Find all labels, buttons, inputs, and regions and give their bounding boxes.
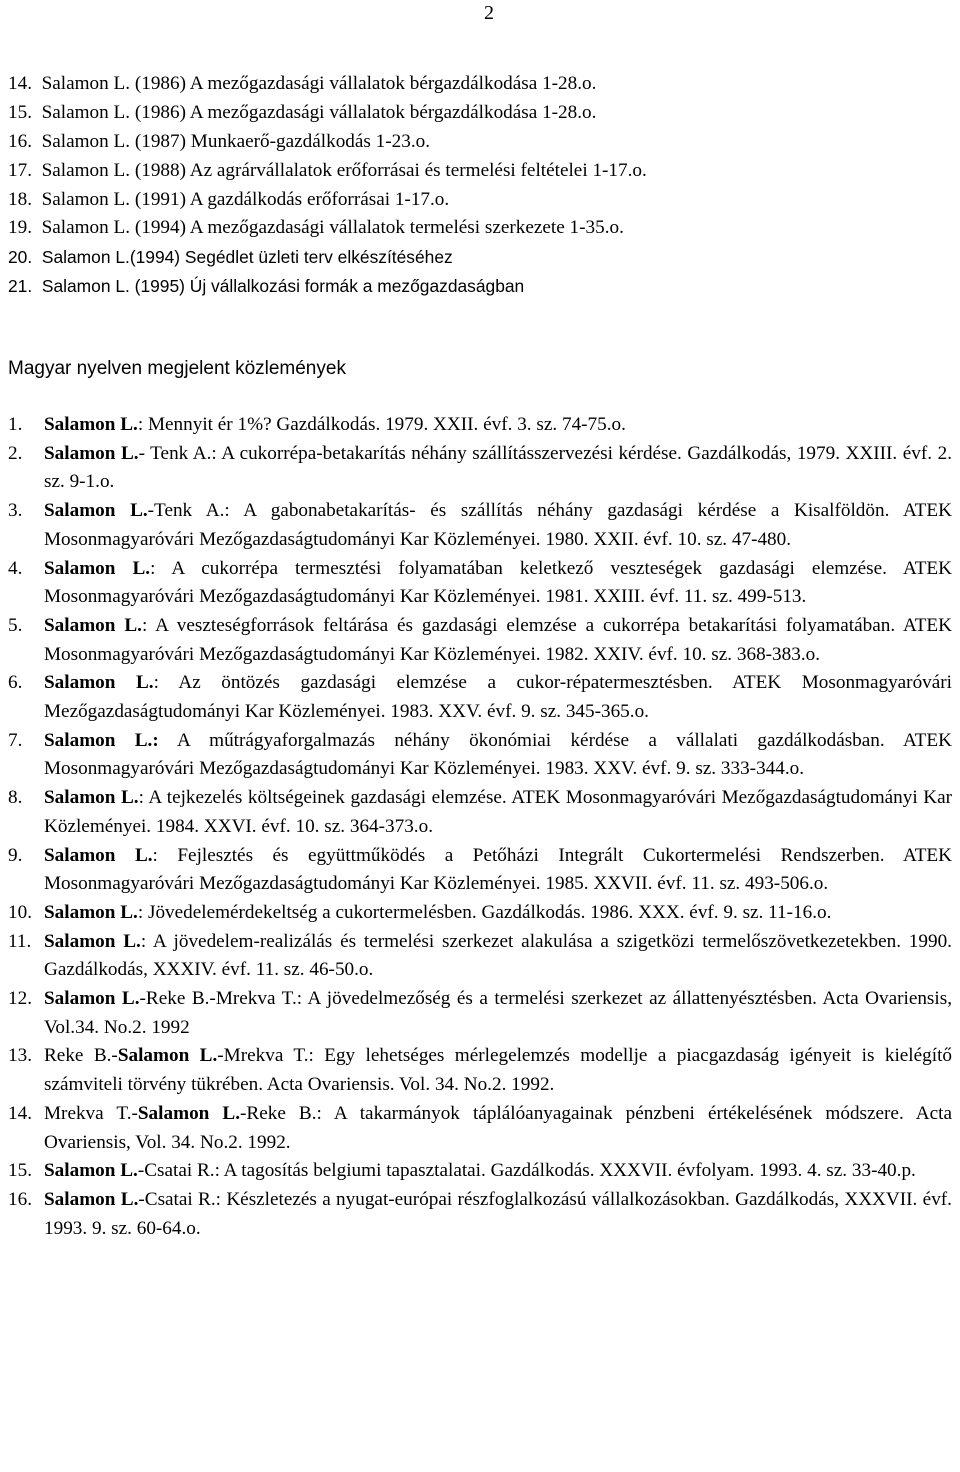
work-title: Salamon L. (1986) A mezőgazdasági vállalatok bérgazdálkodása 1-28.o. [41, 101, 597, 123]
author-name: Salamon L. [44, 414, 138, 435]
publication-citation [44, 985, 952, 1042]
work-list-item [8, 186, 948, 215]
author-name: Salamon L. [44, 901, 138, 923]
citation-details: : Jövedelemérdekeltség a cukortermelésben. Gazdálkodás. 1986. XXX. évf. 9. sz. 11-16.o. [137, 901, 832, 923]
work-number: 16. [8, 130, 32, 152]
publication-number: 14. [8, 1102, 32, 1124]
author-name: Salamon L. [44, 500, 148, 522]
work-number: 14. [8, 73, 32, 94]
work-title: Salamon L.(1994) Segédlet üzleti terv elkészítéséhez [41, 247, 453, 268]
publication-number: 8. [8, 787, 23, 809]
citation-details: : A veszteségforrások feltárása és gazdasági elemzése a cukorrépa betakarítási folyamatában. ATEK Mosonmagyaróvári Mezőgazdaságtudományi Kar Közleményei. 1982. XXIV. évf. 10. sz. 368-383.o. [44, 614, 952, 665]
author-name: Salamon L. [44, 1188, 139, 1210]
publication-item [8, 1157, 952, 1186]
citation-details: : Az öntözés gazdasági elemzése a cukor-répatermesztésben. ATEK Mosonmagyaróvári Mezőgazdaságtudományi Kar Közleményei. 1983. XXV. évf. 9. sz. 345-365.o. [44, 672, 952, 723]
citation-details: - Tenk A.: A cukorrépa-betakarítás néhány szállításszervezési kérdése. Gazdálkodás, 1979. XXIII. évf. 2. sz. 9-1.o. [44, 442, 952, 493]
publication-item [8, 411, 952, 440]
publication-number: 10. [8, 901, 32, 923]
author-name: Salamon L. [137, 1102, 241, 1124]
publication-item [8, 1042, 952, 1099]
publication-number: 11. [8, 930, 32, 952]
citation-details: -Tenk A.: A gabonabetakarítás- és szállítás néhány gazdasági kérdése a Kisalföldön. ATEK Mosonmagyaróvári Mezőgazdaságtudományi Kar Közleményei. 1980. XXII. évf. 10. sz. 47-480. [44, 500, 952, 550]
work-number: 21. [8, 276, 33, 297]
publication-number: 16. [8, 1188, 32, 1210]
publication-citation [44, 440, 952, 497]
work-title: Salamon L. (1995) Új vállalkozási formák a mezőgazdaságban [41, 276, 525, 297]
coauthor-prefix: Mrekva T.- [44, 1102, 138, 1124]
publication-item [8, 612, 952, 669]
work-list-item [8, 272, 948, 301]
coauthor-prefix: Reke B.- [44, 1045, 118, 1067]
publication-item [8, 928, 952, 985]
work-title: Salamon L. (1988) Az agrárvállalatok erőforrásai és termelési feltételei 1-17.o. [41, 159, 647, 181]
publication-item [8, 842, 952, 899]
publication-citation [44, 784, 952, 841]
publication-citation [44, 928, 952, 985]
publication-item [8, 497, 952, 554]
publication-item [8, 555, 952, 612]
work-number: 17. [8, 159, 32, 181]
author-name: Salamon L.: [44, 729, 159, 751]
citation-details: -Csatai R.: Készletezés a nyugat-európai részfoglalkozású vállalkozásokban. Gazdálkodás, XXXVII. évf. 1993. 9. sz. 60-64.o. [44, 1188, 952, 1239]
author-name: Salamon L. [44, 557, 151, 579]
citation-details: -Reke B.: A takarmányok táplálóanyagainak pénzbeni értékelésének módszere. Acta Ovariensis, Vol. 34. No.2. 1992. [44, 1102, 952, 1153]
citation-details: A műtrágyaforgalmazás néhány ökonómiai kérdése a vállalati gazdálkodásban. ATEK Mosonmagyaróvári Mezőgazdaságtudományi Kar Közleményei. 1983. XXV. évf. 9. sz. 333-344.o. [44, 729, 952, 780]
citation-details: : Fejlesztés és együttműködés a Petőházi Integrált Cukortermelési Rendszerben. ATEK Mosonmagyaróvári Mezőgazdaságtudományi Kar Közleményei. 1985. XXVII. évf. 11. sz. 493-506.o. [44, 844, 952, 895]
publication-citation [44, 842, 952, 899]
publication-item [8, 985, 952, 1042]
work-title: Salamon L. (1986) A mezőgazdasági vállalatok bérgazdálkodása 1-28.o. [41, 73, 597, 94]
publication-citation [44, 1157, 952, 1186]
author-name: Salamon L. [44, 787, 139, 809]
author-name: Salamon L. [44, 442, 139, 464]
citation-details: -Reke B.-Mrekva T.: A jövedelmezőség és a termelési szerkezet az állattenyésztésben. Acta Ovariensis, Vol.34. No.2. 1992 [44, 988, 952, 1038]
work-list-item [8, 99, 948, 128]
publication-number: 12. [8, 988, 32, 1010]
publication-number: 4. [8, 557, 23, 579]
publication-number: 7. [8, 729, 23, 751]
author-name: Salamon L. [44, 930, 141, 952]
work-number: 18. [8, 188, 32, 210]
author-name: Salamon L. [117, 1045, 218, 1067]
section-heading: Magyar nyelven megjelent közlemények [8, 358, 346, 379]
publications-list [8, 411, 952, 1243]
page-number: 2 [484, 2, 494, 24]
citation-details: : A jövedelem-realizálás és termelési szerkezet alakulása a szigetközi termelőszövetkezetekben. 1990. Gazdálkodás, XXXIV. évf. 11. sz. 46-50.o. [44, 930, 952, 981]
earlier-works-list [8, 70, 948, 301]
publication-item [8, 1186, 952, 1243]
citation-details: -Mrekva T.: Egy lehetséges mérlegelemzés modellje a piacgazdaság igényeit is kielégítő számviteli törvény tükrében. Acta Ovariensis. Vol. 34. No.2. 1992. [44, 1045, 952, 1096]
work-title: Salamon L. (1991) A gazdálkodás erőforrásai 1-17.o. [41, 188, 450, 210]
author-name: Salamon L. [44, 844, 153, 866]
work-list-item [8, 128, 948, 157]
publication-item [8, 440, 952, 497]
publication-citation [44, 1100, 952, 1157]
publication-number: 1. [8, 414, 23, 435]
publication-number: 6. [8, 672, 23, 694]
publication-citation [44, 555, 952, 612]
author-name: Salamon L. [44, 1160, 138, 1182]
citation-details: : Mennyit ér 1%? Gazdálkodás. 1979. XXII. évf. 3. sz. 74-75.o. [137, 414, 626, 435]
publication-number: 2. [8, 442, 23, 464]
publication-item [8, 784, 952, 841]
publication-citation [44, 669, 952, 726]
publication-citation [44, 497, 952, 554]
citation-details: : A tejkezelés költségeinek gazdasági elemzése. ATEK Mosonmagyaróvári Mezőgazdaságtudományi Kar Közleményei. 1984. XXVI. évf. 10. sz. 364-373.o. [44, 787, 952, 837]
work-number: 20. [8, 247, 33, 268]
citation-details: : A cukorrépa termesztési folyamatában keletkező veszteségek gazdasági elemzése. ATEK Mosonmagyaróvári Mezőgazdaságtudományi Kar Közleményei. 1981. XXIII. évf. 11. sz. 499-513. [44, 557, 952, 608]
publication-number: 13. [8, 1045, 32, 1067]
work-number: 15. [8, 101, 32, 123]
work-list-item [8, 70, 948, 99]
publication-citation [44, 411, 952, 440]
publication-item [8, 669, 952, 726]
author-name: Salamon L. [44, 988, 140, 1010]
work-list-item [8, 214, 948, 243]
publication-number: 15. [8, 1160, 32, 1182]
publication-citation [44, 1186, 952, 1243]
author-name: Salamon L. [44, 672, 154, 694]
publication-number: 9. [8, 844, 23, 866]
work-number: 19. [8, 217, 32, 239]
publication-number: 3. [8, 500, 23, 522]
publication-citation [44, 612, 952, 669]
publication-number: 5. [8, 614, 23, 636]
work-title: Salamon L. (1987) Munkaerő-gazdálkodás 1-23.o. [41, 130, 431, 152]
publication-citation [44, 1042, 952, 1099]
work-list-item [8, 157, 948, 186]
citation-details: -Csatai R.: A tagosítás belgiumi tapasztalatai. Gazdálkodás. XXXVII. évfolyam. 1993. 4. sz. 33-40.p. [137, 1160, 916, 1182]
publication-citation [44, 727, 952, 784]
work-title: Salamon L. (1994) A mezőgazdasági vállalatok termelési szerkezete 1-35.o. [41, 217, 624, 239]
work-list-item [8, 243, 948, 272]
publication-item [8, 727, 952, 784]
author-name: Salamon L. [44, 614, 142, 636]
publication-item [8, 1100, 952, 1157]
publication-item [8, 899, 952, 928]
publication-citation [44, 899, 952, 928]
